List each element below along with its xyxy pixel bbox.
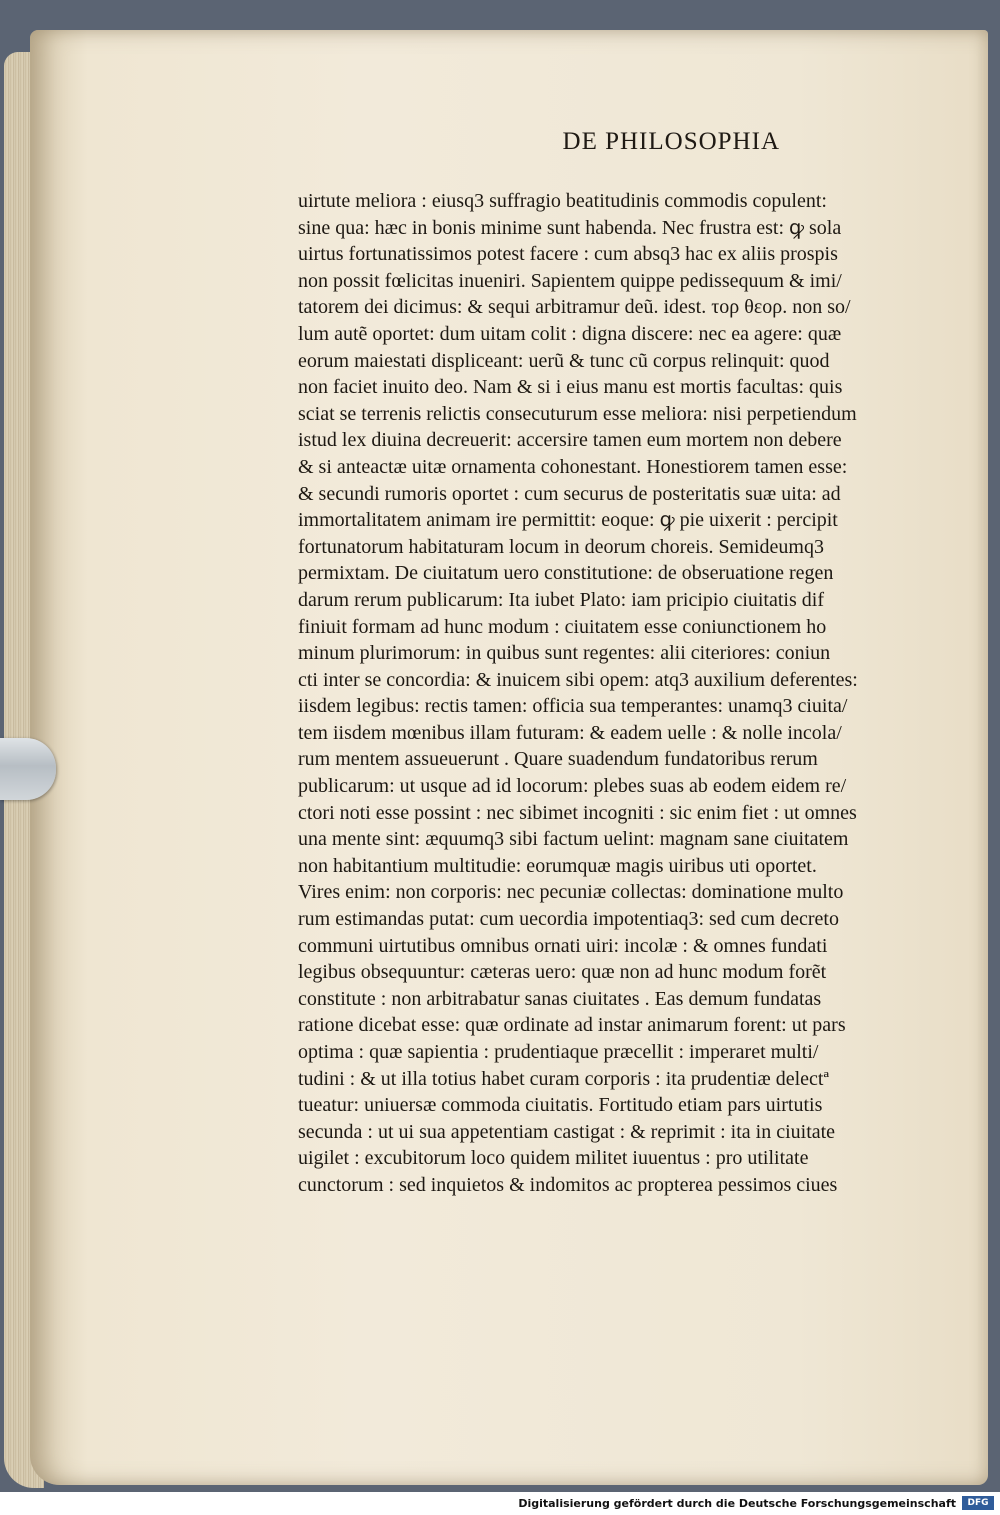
text-line: fortunatorum habitaturam locum in deorum choreis. Semideumq3	[298, 535, 824, 558]
body-text	[298, 188, 903, 1199]
text-line: tudini : & ut illa totius habet curam corporis : ita prudentiæ delectª	[298, 1067, 829, 1090]
text-line: non faciet inuito deo. Nam & si i eius manu est mortis facultas: quis	[298, 376, 843, 399]
text-line: uirtute meliora : eiusq3 suffragio beatitudinis commodis copulent:	[298, 190, 827, 212]
text-line: & si anteactæ uitæ ornamenta cohonestant. Honestiorem tamen esse:	[298, 455, 848, 478]
text-line: iisdem legibus: rectis tamen: officia sua temperantes: unamq3 ciuita/	[298, 695, 848, 718]
text-line: publicarum: ut usque ad id locorum: plebes suas ab eodem eidem re/	[298, 775, 847, 798]
text-line: sine qua: hæc in bonis minime sunt habenda. Nec frustra est: ꝙ sola	[298, 216, 842, 239]
text-line: tem iisdem mœnibus illam futuram: & eadem uelle : & nolle incola/	[298, 721, 842, 744]
page-clip	[0, 738, 56, 800]
text-line: cunctorum : sed inquietos & indomitos ac propterea pessimos ciues	[298, 1173, 838, 1196]
text-line: darum rerum publicarum: Ita iubet Plato: iam pricipio ciuitatis dif	[298, 588, 824, 611]
text-line: ctori noti esse possint : nec sibimet incogniti : sic enim fiet : ut omnes	[298, 801, 857, 824]
text-line: ratione dicebat esse: quæ ordinate ad instar animarum forent: ut pars	[298, 1014, 846, 1037]
text-line: eorum maiestati displiceant: uerũ & tunc cũ corpus relinquit: quod	[298, 349, 830, 372]
text-line: minum plurimorum: in quibus sunt regentes: alii citeriores: coniun	[298, 642, 831, 665]
text-line: communi uirtutibus omnibus ornati uiri: incolæ : & omnes fundati	[298, 934, 828, 957]
text-line: tueatur: uniuersæ commoda ciuitatis. Fortitudo etiam pars uirtutis	[298, 1094, 823, 1117]
text-line: & secundi rumoris oportet : cum securus de posteritatis suæ uita: ad	[298, 482, 841, 505]
text-line: istud lex diuina decreuerit: accersire tamen eum mortem non debere	[298, 429, 842, 452]
text-line: uigilet : excubitorum loco quidem militet iuuentus : pro utilitate	[298, 1147, 809, 1170]
text-line: rum estimandas putat: cum uecordia impotentiaq3: sed cum decreto	[298, 908, 839, 931]
text-line: legibus obsequuntur: cæteras uero: quæ non ad hunc modum forẽt	[298, 961, 827, 984]
text-line: permixtam. De ciuitatum uero constitutione: de obseruatione regen	[298, 562, 834, 585]
text-line: rum mentem assueuerunt . Quare suadendum fundatoribus rerum	[298, 748, 818, 771]
funding-credit: Digitalisierung gefördert durch die Deutsche Forschungsgemeinschaft	[518, 1497, 956, 1510]
text-line: optima : quæ sapientia : prudentiaque præcellit : imperaret multi/	[298, 1041, 819, 1063]
text-line: secunda : ut ui sua appetentiam castigat : & reprimit : ita in ciuitate	[298, 1120, 836, 1143]
footer-bar	[0, 1492, 1000, 1515]
text-line: constitute : non arbitrabatur sanas ciuitates . Eas demum fundatas	[298, 987, 822, 1010]
text-line: non possit fœlicitas inueniri. Sapientem quippe pedissequum & imi/	[298, 269, 842, 292]
text-line: sciat se terrenis relictis consecuturum esse meliora: nisi perpetiendum	[298, 402, 857, 425]
text-line: una mente sint: æquumq3 sibi factum uelint: magnam sane ciuitatem	[298, 828, 849, 851]
text-line: tatorem dei dicimus: & sequi arbitramur deũ. idest. τορ θεορ. non so/	[298, 296, 851, 319]
text-line: uirtus fortunatissimos potest facere : cum absq3 hac ex aliis prospis	[298, 243, 838, 266]
text-line: lum autẽ oportet: dum uitam colit : digna discere: nec ea agere: quæ	[298, 322, 842, 345]
page-header: DE PHILOSOPHIA	[562, 128, 780, 155]
text-line: non habitantium multitudie: eorumquæ magis uiribus uti oportet.	[298, 854, 817, 877]
text-line: Vires enim: non corporis: nec pecuniæ collectas: dominatione multo	[298, 881, 844, 904]
dfg-logo: DFG	[962, 1496, 994, 1510]
text-line: immortalitatem animam ire permittit: eoque: ꝙ pie uixerit : percipit	[298, 509, 838, 532]
text-line: cti inter se concordia: & inuicem sibi opem: atq3 auxilium deferentes:	[298, 668, 858, 691]
text-line: finiuit formam ad hunc modum : ciuitatem esse coniunctionem ho	[298, 615, 827, 638]
